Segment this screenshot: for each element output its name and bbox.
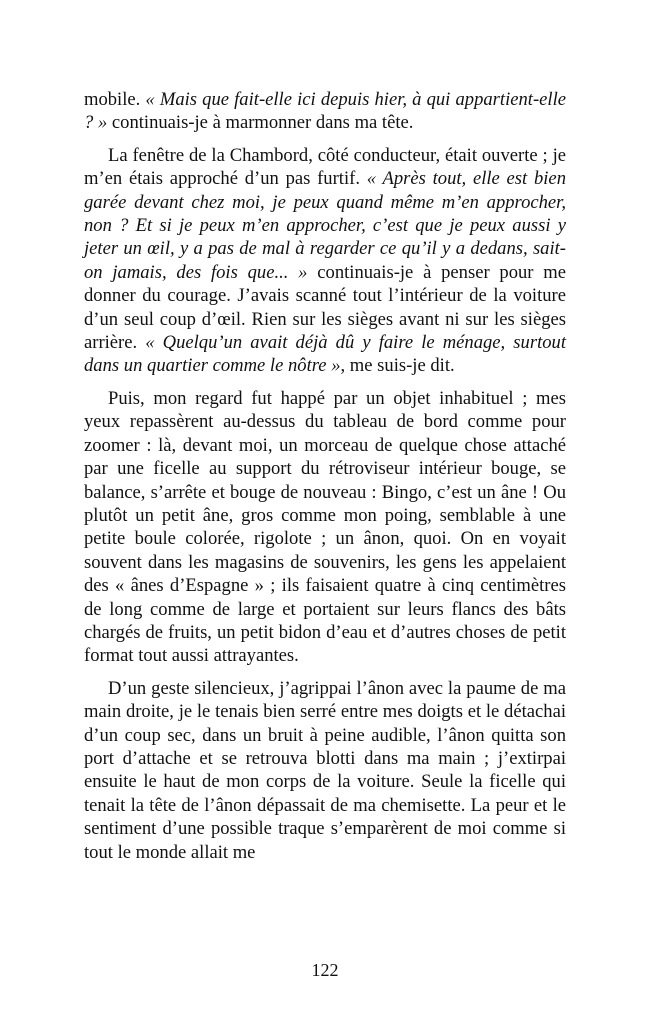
page-body	[84, 88, 566, 864]
paragraph-1	[84, 88, 566, 135]
paragraph-4	[84, 677, 566, 864]
text-segment: , me suis-je dit.	[340, 355, 455, 377]
text-segment: La fenêtre de la Chambord, côté conducteur, était ouverte ; je m’en étais approché d’un pas furtif.	[84, 144, 566, 190]
text-segment: continuais-je à penser pour me donner du courage. J’avais scanné tout l’intérieur de la voiture d’un seul coup d’œil. Rien sur les sièges avant ni sur les sièges arrière.	[84, 261, 566, 354]
text-segment: D’un geste silencieux, j’agrippai l’ânon avec la paume de ma main droite, je le tenais bien serré entre mes doigts et le détachai d’un coup sec, dans un bruit à peine audible, l’ânon quitta son port d’attache et se retrouva blotti dans ma main ; j’extirpai ensuite le haut de mon corps de la voiture. Seule la ficelle qui tenait la tête de l’ânon dépassait de ma chemisette. La peur et le sentiment d’une possible traque s’emparèrent de moi comme si tout le monde allait me	[84, 677, 566, 863]
page-number: 122	[311, 960, 339, 980]
paragraph-2	[84, 144, 566, 378]
text-segment-italic: « Après tout, elle est bien garée devant chez moi, je peux quand même m’en approcher, non ? Et si je peux m’en approcher, c’est que je peux aussi y jeter un œil, y a pas de mal à regarder ce qu’il y a dedans, sait-on jamais, des fois que... »	[84, 168, 566, 283]
text-segment-italic: « Quelqu’un avait déjà dû y faire le ménage, surtout dans un quartier comme le nôtre »	[84, 332, 566, 377]
text-segment: Puis, mon regard fut happé par un objet inhabituel ; mes yeux repassèrent au-dessus du tableau de bord comme pour zoomer : là, devant moi, un morceau de quelque chose attaché par une ficelle au support du rétroviseur intérieur bouge, se balance, s’arrête et bouge de nouveau : Bingo, c’est un âne ! Ou plutôt un petit âne, gros comme mon poing, semblable à une petite boule colorée, rigolote ; un ânon, quoi. On en voyait souvent dans les magasins de souvenirs, les gens les appelaient des « ânes d’Espagne » ; ils faisaient quatre à cinq centimètres de long comme de large et portaient sur leurs flancs des bâts chargés de fruits, un petit bidon d’eau et d’autres choses de petit format tout aussi attrayantes.	[84, 387, 566, 667]
text-segment-italic: « Mais que fait-elle ici depuis hier, à qui appartient-elle ? »	[84, 89, 566, 134]
text-segment: continuais-je à marmonner dans ma tête.	[107, 112, 414, 134]
text-segment: mobile.	[84, 89, 146, 110]
paragraph-3	[84, 387, 566, 668]
